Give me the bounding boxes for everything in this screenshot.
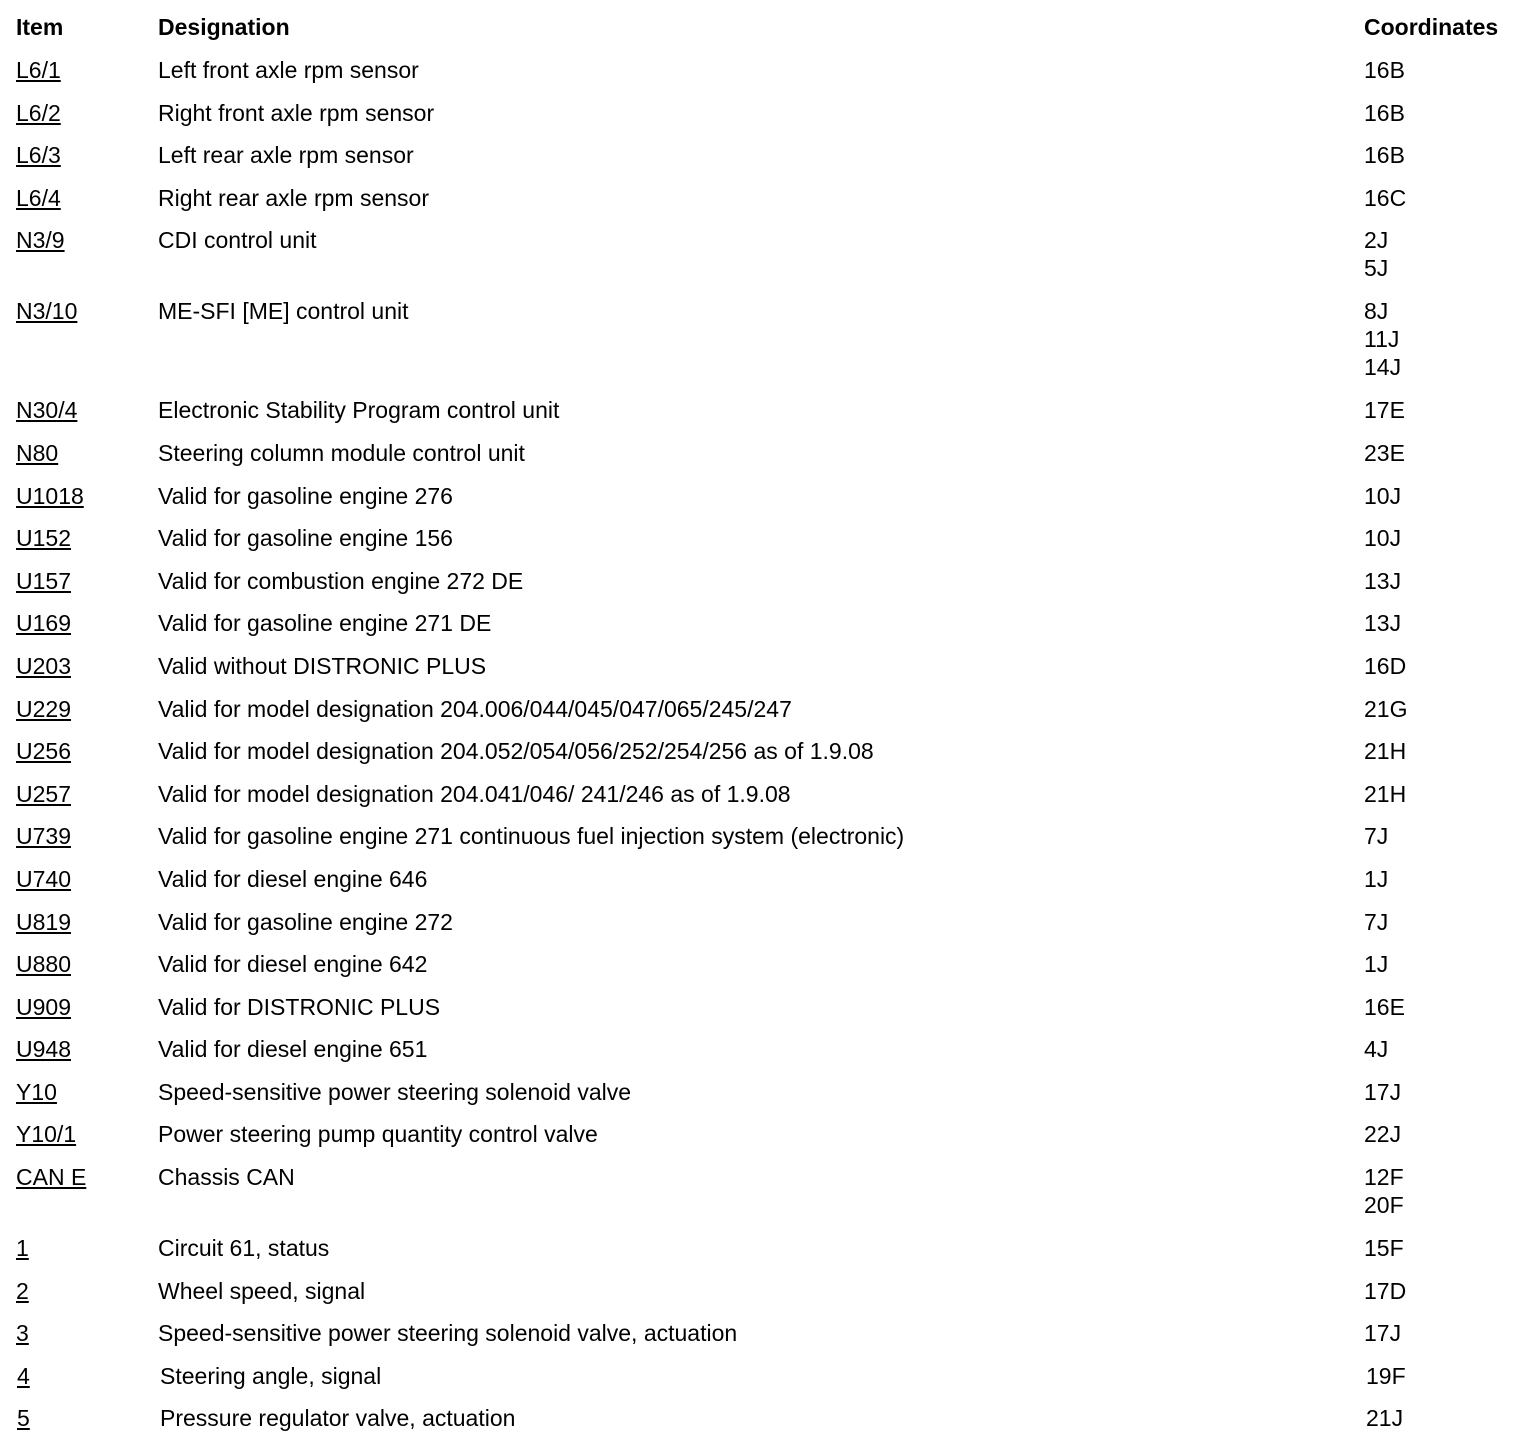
coordinates-cell [1364,482,1401,510]
coordinates-cell [1364,1234,1404,1262]
coordinate-value: 21H [1364,780,1407,807]
item-link[interactable]: N3/10 [16,298,78,325]
coordinates-cell [1364,396,1405,424]
item-link[interactable]: U256 [16,738,71,765]
item-link[interactable]: N3/9 [16,227,65,254]
designation-text: Valid for gasoline engine 272 [158,908,453,935]
designation-text: Power steering pump quantity control valve [158,1121,598,1148]
coordinate-value: 10J [1364,482,1402,509]
designation-text: Speed-sensitive power steering solenoid valve [158,1078,632,1105]
table-body [0,56,1520,1447]
table-row [0,396,1520,439]
item-link[interactable]: U169 [16,610,71,637]
coordinates-cell [1364,141,1405,169]
table-row [0,609,1520,652]
coordinates-cell [1364,1277,1406,1305]
designation-text: Valid for model designation 204.052/054/056/252/254/256 as of 1.9.08 [158,738,874,765]
item-link[interactable]: U739 [16,823,71,850]
table-row [0,141,1520,184]
coordinates-cell [1364,865,1388,893]
item-link[interactable]: 2 [16,1277,29,1304]
designation-text: Right front axle rpm sensor [158,99,435,126]
item-link[interactable]: U203 [16,652,71,679]
coordinates-cell [1364,297,1401,381]
table-row [0,1234,1520,1277]
header-item: Item [16,14,64,40]
item-link[interactable]: U1018 [16,482,84,509]
designation-text: Right rear axle rpm sensor [158,184,429,211]
designation-text: CDI control unit [158,227,317,254]
table-row [0,1362,1520,1405]
coordinate-value: 8J [1364,298,1389,325]
item-link[interactable]: L6/1 [16,57,61,83]
coordinate-value: 16E [1364,993,1405,1020]
table-row [0,652,1520,695]
coordinates-cell [1364,524,1401,552]
table-row [0,482,1520,525]
designation-text: Valid without DISTRONIC PLUS [158,652,487,679]
coordinate-value: 16B [1364,142,1405,169]
table-row [0,695,1520,738]
table-row [0,780,1520,823]
coordinates-cell [1364,652,1406,680]
table-row [0,865,1520,908]
coordinate-value: 17J [1364,1078,1402,1105]
coordinates-cell [1364,226,1388,282]
table-row [0,1319,1520,1362]
table-row [0,184,1520,227]
table-row [0,524,1520,567]
coordinates-cell [1364,184,1406,212]
coordinate-value: 12F [1364,1164,1404,1191]
table-row [0,1404,1520,1447]
item-link[interactable]: U948 [16,1036,71,1063]
coordinate-value: 17E [1364,397,1405,424]
designation-text: Speed-sensitive power steering solenoid valve, actuation [158,1320,738,1347]
item-link[interactable]: 1 [16,1235,29,1262]
coordinate-value: 16B [1364,99,1405,126]
coordinate-value: 14J [1364,354,1402,381]
coordinates-cell [1364,56,1405,84]
item-link[interactable]: L6/3 [16,142,61,169]
table-row [0,226,1520,297]
coordinate-value: 21G [1364,695,1408,722]
designation-text: Steering angle, signal [160,1362,382,1389]
designation-text: Pressure regulator valve, actuation [160,1405,516,1432]
coordinate-value: 16D [1364,652,1407,679]
designation-text: Valid for DISTRONIC PLUS [158,993,441,1020]
coordinate-value: 23E [1364,439,1405,466]
table-row [0,1163,1520,1234]
coordinate-value: 5J [1364,255,1389,282]
coordinates-cell [1364,822,1388,850]
coordinate-value: 16B [1364,57,1405,83]
coordinate-value: 21H [1364,738,1407,765]
item-link[interactable]: U819 [16,908,71,935]
coordinates-cell [1364,99,1405,127]
item-link[interactable]: U157 [16,567,71,594]
coordinates-cell [1364,908,1388,936]
coordinate-value: 13J [1364,610,1402,637]
designation-text: Valid for diesel engine 651 [158,1036,428,1063]
designation-text: Electronic Stability Program control unit [158,397,560,424]
table-row [0,1120,1520,1163]
designation-text: Chassis CAN [158,1164,295,1191]
item-link[interactable]: U152 [16,525,71,552]
coordinate-value: 17J [1364,1320,1402,1347]
item-link[interactable]: U909 [16,993,71,1020]
designation-text: Valid for model designation 204.006/044/045/047/065/245/247 [158,695,792,722]
header-designation: Designation [158,14,290,40]
designation-text: Circuit 61, status [158,1235,330,1262]
item-link[interactable]: 5 [17,1405,30,1432]
coordinates-cell [1364,780,1406,808]
table-row [0,56,1520,99]
coordinate-value: 15F [1364,1235,1404,1262]
coordinates-cell [1364,1078,1401,1106]
table-row [0,737,1520,780]
coordinate-value: 7J [1364,823,1389,850]
table-row [0,1277,1520,1320]
table-row [0,297,1520,396]
coordinates-cell [1364,1163,1404,1219]
table-header [0,14,1520,44]
item-link[interactable]: L6/4 [16,184,61,211]
coordinates-cell [1366,1362,1406,1390]
coordinate-value: 13J [1364,567,1402,594]
designation-text: Valid for gasoline engine 271 continuous fuel injection system (electronic) [158,823,905,850]
item-link[interactable]: 3 [16,1320,29,1347]
coordinates-cell [1364,1035,1388,1063]
item-link[interactable]: Y10 [16,1078,57,1105]
coordinate-value: 7J [1364,908,1389,935]
item-link[interactable]: CAN E [16,1164,87,1191]
item-link[interactable]: L6/2 [16,99,61,126]
designation-text: Valid for diesel engine 642 [158,951,428,978]
table-row [0,567,1520,610]
coordinate-value: 22J [1364,1121,1402,1148]
designation-text: Valid for gasoline engine 271 DE [158,610,492,637]
table-row [0,1078,1520,1121]
item-link[interactable]: U740 [16,865,71,892]
coordinates-cell [1364,439,1405,467]
designation-text: Valid for diesel engine 646 [158,865,428,892]
coordinates-cell [1364,1319,1401,1347]
table-row [0,99,1520,142]
designation-text: Valid for gasoline engine 156 [158,525,453,552]
table-row [0,993,1520,1036]
coordinate-value: 4J [1364,1036,1389,1063]
coordinates-cell [1364,950,1388,978]
header-coordinates: Coordinates [1364,14,1499,40]
item-link[interactable]: Y10/1 [16,1121,77,1148]
coordinates-cell [1364,993,1405,1021]
designation-text: Steering column module control unit [158,439,525,466]
item-link[interactable]: U880 [16,951,71,978]
designation-text: Valid for combustion engine 272 DE [158,567,524,594]
table-row [0,908,1520,951]
coordinates-cell [1366,1404,1403,1432]
coordinate-value: 20F [1364,1192,1404,1219]
coordinates-cell [1364,609,1401,637]
coordinates-cell [1364,567,1401,595]
item-link[interactable]: 4 [17,1362,30,1389]
designation-text: Left rear axle rpm sensor [158,142,414,169]
coordinate-value: 1J [1364,951,1389,978]
table-row [0,439,1520,482]
coordinate-value: 10J [1364,525,1402,552]
coordinate-value: 11J [1364,326,1400,353]
coordinate-value: 17D [1364,1277,1407,1304]
coordinate-value: 19F [1366,1362,1406,1389]
item-link[interactable]: N30/4 [16,397,78,424]
coordinates-cell [1364,1120,1401,1148]
designation-text: Left front axle rpm sensor [158,57,419,83]
coordinates-cell [1364,737,1406,765]
table-row [0,950,1520,993]
table-row [0,1035,1520,1078]
coordinate-value: 1J [1364,865,1389,892]
designation-text: ME-SFI [ME] control unit [158,298,409,325]
coordinate-value: 2J [1364,227,1389,254]
designation-text: Valid for gasoline engine 276 [158,482,453,509]
coordinates-cell [1364,695,1407,723]
coordinate-value: 21J [1366,1405,1404,1432]
item-link[interactable]: N80 [16,439,59,466]
coordinate-value: 16C [1364,184,1407,211]
designation-text: Valid for model designation 204.041/046/ 241/246 as of 1.9.08 [158,780,791,807]
item-link[interactable]: U257 [16,780,71,807]
designation-text: Wheel speed, signal [158,1277,366,1304]
item-link[interactable]: U229 [16,695,71,722]
table-row [0,822,1520,865]
